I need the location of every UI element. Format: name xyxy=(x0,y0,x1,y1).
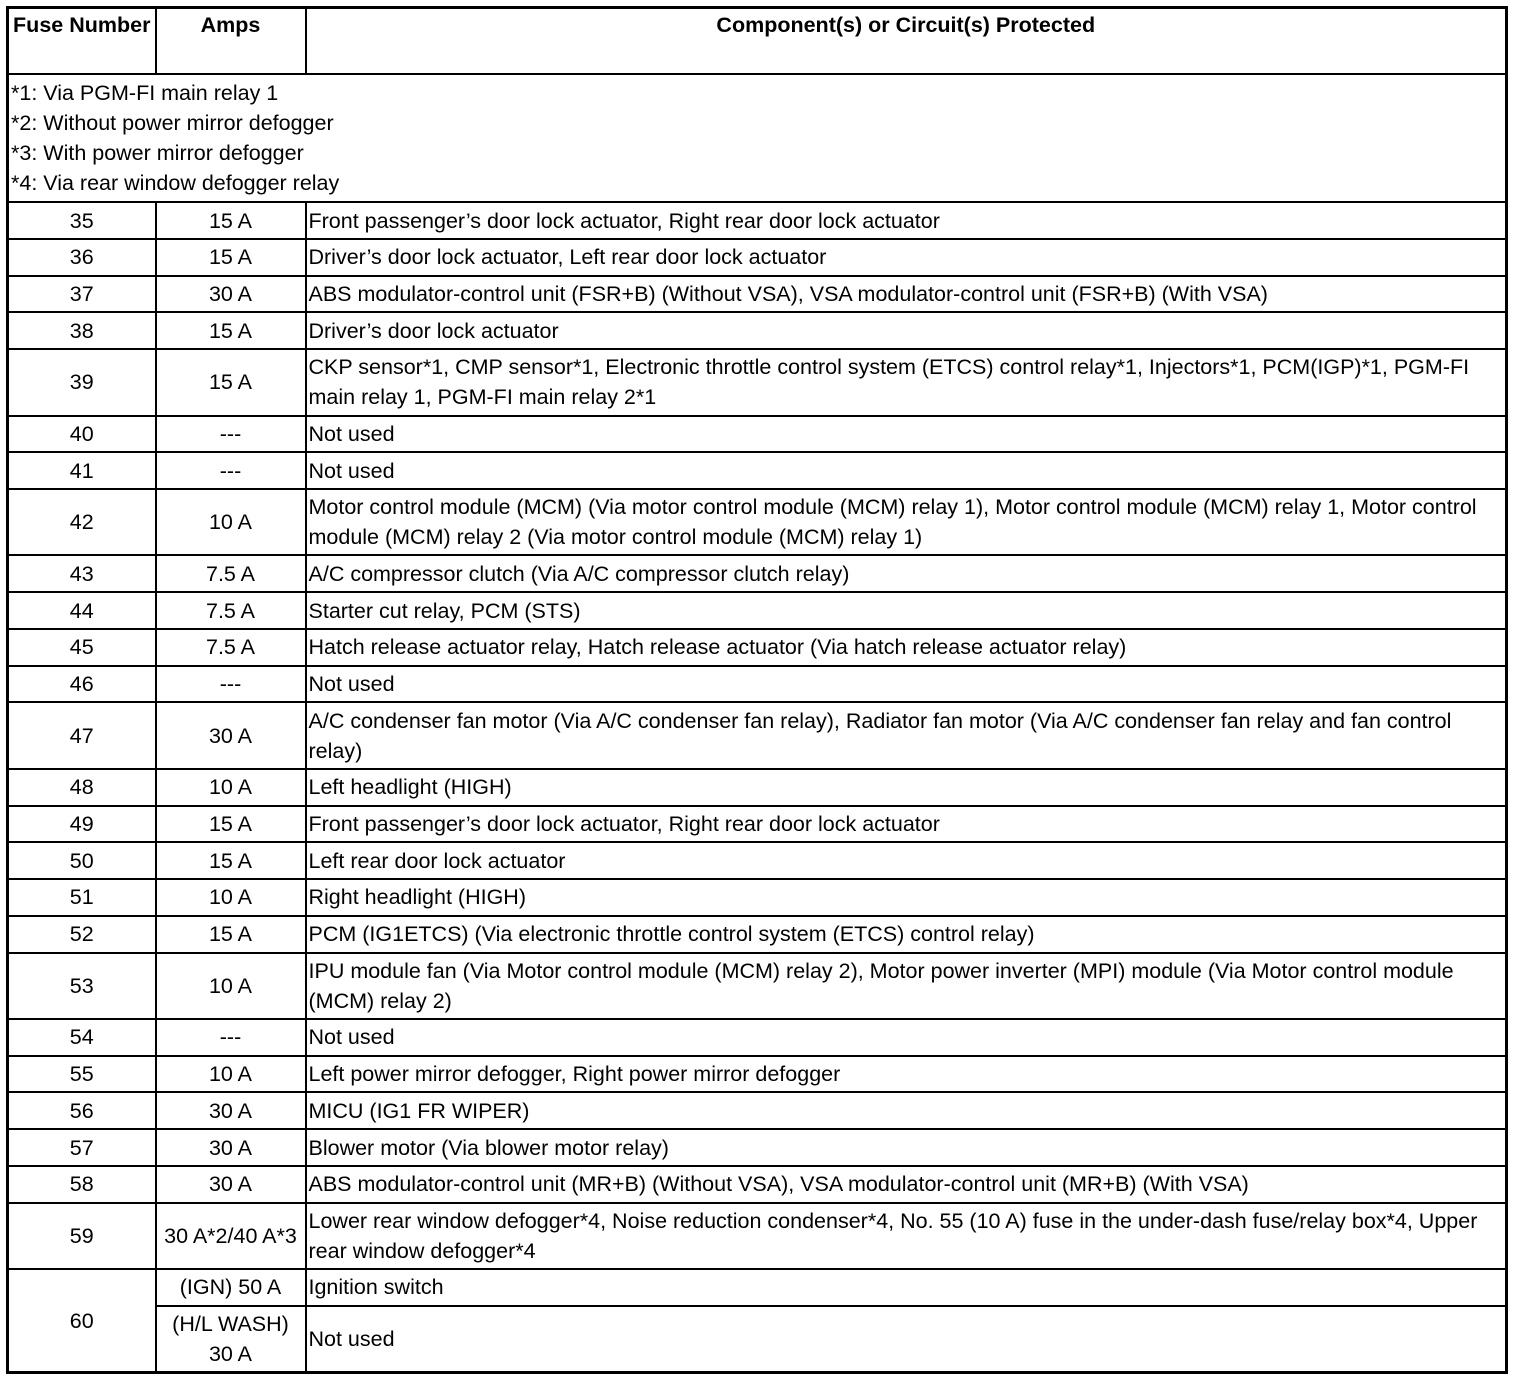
fuse-number: 36 xyxy=(8,239,156,276)
fuse-number: 54 xyxy=(8,1019,156,1056)
fuse-amps: 15 A xyxy=(156,312,306,349)
fuse-amps: 7.5 A xyxy=(156,555,306,592)
fuse-number: 48 xyxy=(8,769,156,806)
fuse-number: 38 xyxy=(8,312,156,349)
fuse-amps: 7.5 A xyxy=(156,629,306,666)
fuse-number: 44 xyxy=(8,592,156,629)
fuse-component: ABS modulator-control unit (FSR+B) (Without VSA), VSA modulator-control unit (FSR+B) (With VSA) xyxy=(306,276,1507,313)
fuse-component: IPU module fan (Via Motor control module (MCM) relay 2), Motor power inverter (MPI) module (Via Motor control module (MCM) relay 2) xyxy=(306,953,1507,1019)
footnote-1: *1: Via PGM-FI main relay 1 xyxy=(11,80,279,105)
fuse-component: Lower rear window defogger*4, Noise reduction condenser*4, No. 55 (10 A) fuse in the under-dash fuse/relay box*4, Upper rear window defogger*4 xyxy=(306,1203,1507,1269)
fuse-number: 59 xyxy=(8,1203,156,1269)
table-row xyxy=(8,879,1507,916)
fuse-amps: --- xyxy=(156,666,306,703)
fuse-number: 39 xyxy=(8,349,156,415)
fuse-amps: 15 A xyxy=(156,842,306,879)
fuse-amps: --- xyxy=(156,416,306,453)
fuse-amps: 10 A xyxy=(156,953,306,1019)
footnote-3: *3: With power mirror defogger xyxy=(11,140,304,165)
fuse-number: 53 xyxy=(8,953,156,1019)
fuse-component: Left power mirror defogger, Right power mirror defogger xyxy=(306,1056,1507,1093)
fuse-amps: 15 A xyxy=(156,916,306,953)
table-row xyxy=(8,666,1507,703)
fuse-amps: 30 A xyxy=(156,1129,306,1166)
fuse-component: Not used xyxy=(306,416,1507,453)
table-body xyxy=(8,74,1507,1373)
fuse-number: 57 xyxy=(8,1129,156,1166)
fuse-component: Not used xyxy=(306,1306,1507,1373)
fuse-number: 41 xyxy=(8,452,156,489)
table-row xyxy=(8,239,1507,276)
fuse-amps: --- xyxy=(156,1019,306,1056)
fuse-number: 47 xyxy=(8,702,156,768)
fuse-amps: 30 A xyxy=(156,276,306,313)
fuse-component: A/C compressor clutch (Via A/C compressor clutch relay) xyxy=(306,555,1507,592)
fuse-component: Front passenger’s door lock actuator, Right rear door lock actuator xyxy=(306,806,1507,843)
fuse-amps: 30 A*2/40 A*3 xyxy=(156,1203,306,1269)
fuse-component: ABS modulator-control unit (MR+B) (Without VSA), VSA modulator-control unit (MR+B) (With VSA) xyxy=(306,1166,1507,1203)
fuse-component: Not used xyxy=(306,1019,1507,1056)
fuse-amps: 10 A xyxy=(156,1056,306,1093)
fuse-amps: 15 A xyxy=(156,806,306,843)
footnotes xyxy=(8,74,1507,203)
fuse-number: 40 xyxy=(8,416,156,453)
table-row xyxy=(8,1269,1507,1306)
fuse-component: Blower motor (Via blower motor relay) xyxy=(306,1129,1507,1166)
fuse-table xyxy=(6,6,1508,1374)
table-row xyxy=(8,953,1507,1019)
table-header xyxy=(8,8,1507,74)
table-row xyxy=(8,592,1507,629)
table-row xyxy=(8,1129,1507,1166)
fuse-amps: 15 A xyxy=(156,202,306,239)
fuse-amps: (H/L WASH) 30 A xyxy=(156,1306,306,1373)
table-row xyxy=(8,452,1507,489)
fuse-number: 46 xyxy=(8,666,156,703)
fuse-amps: 7.5 A xyxy=(156,592,306,629)
header-fuse-number: Fuse Number xyxy=(8,8,156,74)
fuse-component: Hatch release actuator relay, Hatch release actuator (Via hatch release actuator relay) xyxy=(306,629,1507,666)
fuse-component: Left headlight (HIGH) xyxy=(306,769,1507,806)
table-row xyxy=(8,416,1507,453)
fuse-number: 50 xyxy=(8,842,156,879)
table-row xyxy=(8,702,1507,768)
fuse-number: 60 xyxy=(8,1269,156,1372)
table-row xyxy=(8,276,1507,313)
fuse-amps: 30 A xyxy=(156,1166,306,1203)
fuse-amps: 15 A xyxy=(156,349,306,415)
fuse-component: Starter cut relay, PCM (STS) xyxy=(306,592,1507,629)
fuse-number: 35 xyxy=(8,202,156,239)
table-row xyxy=(8,349,1507,415)
table-row xyxy=(8,629,1507,666)
table-row xyxy=(8,555,1507,592)
table-row xyxy=(8,312,1507,349)
fuse-number: 56 xyxy=(8,1092,156,1129)
fuse-amps: 10 A xyxy=(156,489,306,555)
fuse-number: 42 xyxy=(8,489,156,555)
fuse-component: Front passenger’s door lock actuator, Right rear door lock actuator xyxy=(306,202,1507,239)
fuse-number: 52 xyxy=(8,916,156,953)
fuse-component: Right headlight (HIGH) xyxy=(306,879,1507,916)
header-amps: Amps xyxy=(156,8,306,74)
fuse-component: PCM (IG1ETCS) (Via electronic throttle control system (ETCS) control relay) xyxy=(306,916,1507,953)
footnote-4: *4: Via rear window defogger relay xyxy=(11,170,340,195)
fuse-number: 45 xyxy=(8,629,156,666)
header-row xyxy=(8,8,1507,74)
fuse-component: Not used xyxy=(306,452,1507,489)
fuse-component: Driver’s door lock actuator xyxy=(306,312,1507,349)
footnotes-row xyxy=(8,74,1507,203)
table-row xyxy=(8,1056,1507,1093)
fuse-component: A/C condenser fan motor (Via A/C condenser fan relay), Radiator fan motor (Via A/C condenser fan relay and fan control relay) xyxy=(306,702,1507,768)
table-row xyxy=(8,1306,1507,1373)
fuse-amps: --- xyxy=(156,452,306,489)
fuse-amps: 30 A xyxy=(156,702,306,768)
fuse-number: 43 xyxy=(8,555,156,592)
fuse-component: Driver’s door lock actuator, Left rear door lock actuator xyxy=(306,239,1507,276)
fuse-component: MICU (IG1 FR WIPER) xyxy=(306,1092,1507,1129)
fuse-number: 49 xyxy=(8,806,156,843)
fuse-number: 55 xyxy=(8,1056,156,1093)
fuse-component: CKP sensor*1, CMP sensor*1, Electronic throttle control system (ETCS) control relay*1, Injectors*1, PCM(IGP)*1, PGM-FI main relay 1, PGM-FI main relay 2*1 xyxy=(306,349,1507,415)
fuse-component: Ignition switch xyxy=(306,1269,1507,1306)
fuse-number: 58 xyxy=(8,1166,156,1203)
fuse-number: 51 xyxy=(8,879,156,916)
fuse-amps: 15 A xyxy=(156,239,306,276)
fuse-amps: 10 A xyxy=(156,879,306,916)
footnote-2: *2: Without power mirror defogger xyxy=(11,110,334,135)
header-components: Component(s) or Circuit(s) Protected xyxy=(306,8,1507,74)
table-row xyxy=(8,1019,1507,1056)
table-row xyxy=(8,202,1507,239)
table-row xyxy=(8,1203,1507,1269)
table-row xyxy=(8,489,1507,555)
fuse-amps: 30 A xyxy=(156,1092,306,1129)
fuse-amps: (IGN) 50 A xyxy=(156,1269,306,1306)
table-row xyxy=(8,842,1507,879)
table-row xyxy=(8,1092,1507,1129)
fuse-component: Not used xyxy=(306,666,1507,703)
fuse-number: 37 xyxy=(8,276,156,313)
fuse-amps: 10 A xyxy=(156,769,306,806)
table-row xyxy=(8,769,1507,806)
table-row xyxy=(8,1166,1507,1203)
table-row xyxy=(8,806,1507,843)
fuse-component: Left rear door lock actuator xyxy=(306,842,1507,879)
table-row xyxy=(8,916,1507,953)
fuse-component: Motor control module (MCM) (Via motor control module (MCM) relay 1), Motor control module (MCM) relay 1, Motor control module (MCM) relay 2 (Via motor control module (MCM) relay 1) xyxy=(306,489,1507,555)
